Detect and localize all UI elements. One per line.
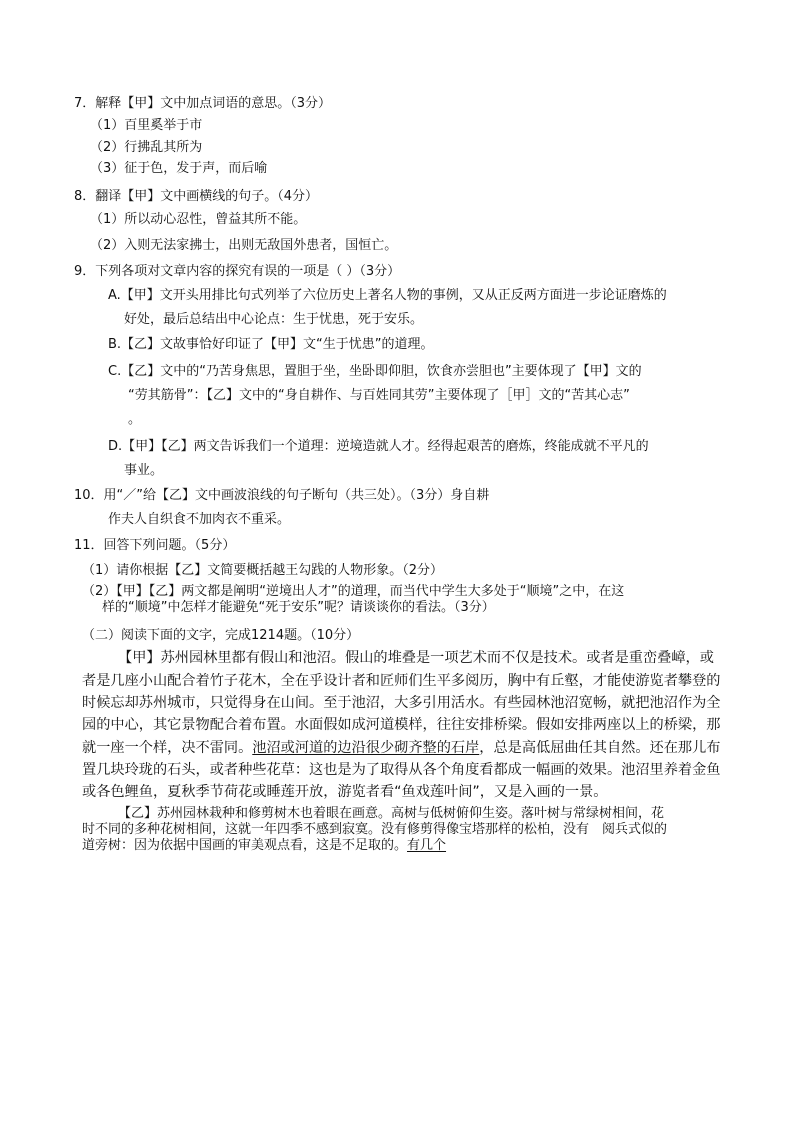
q10-line1: 10．用“／”给【乙】文中画波浪线的句子断句（共三处）。（3分）身自耕 — [74, 488, 490, 503]
q7-item-1: （1）百里奚举于市 — [90, 118, 203, 133]
passage-jia-line5-text: 就一座一个样，决不雷同。 — [82, 740, 253, 756]
passage-jia-line5 — [82, 739, 720, 757]
section2-title: （二）阅读下面的文字，完成1214题。（10分） — [82, 628, 360, 643]
q9-option-a-line1: A.【甲】文开头用排比句式列举了六位历史上著名人物的事例，又从正反两方面进一步论证磨炼的 — [108, 288, 667, 303]
q9-option-c-line2: “劳其筋骨”：【乙】文中的“身自耕作、与百姓同其劳”主要体现了［甲］文的“苦其心志” — [128, 388, 630, 403]
q7-title: 7．解释【甲】文中加点词语的意思。（3分） — [74, 96, 332, 111]
passage-jia-line1: 【甲】苏州园林里都有假山和池沼。假山的堆叠是一项艺术而不仅是技术。或者是重峦叠嶂，或 — [118, 650, 714, 666]
q11-item-2-line1: （2）【甲】【乙】两文都是阐明“逆境出人才”的道理，而当代中学生大多处于“顺境”之中，在这 — [82, 584, 625, 599]
passage-yi-line3-text: 道旁树：因为依据中国画的审美观点看，这是不足取的。 — [82, 838, 408, 853]
q11-title: 11．回答下列问题。（5分） — [74, 538, 236, 553]
q11-item-2-line2: 样的“顺境”中怎样才能避免“死于安乐”呢？请谈谈你的看法。（3分） — [102, 600, 495, 615]
passage-jia-line3: 时候忘却苏州城市，只觉得身在山间。至于池沼，大多引用活水。有些园林池沼宽畅，就把池沼作为全 — [82, 695, 721, 711]
passage-jia-line5-tail: ，总是高低屈曲任其自然。还在那儿布 — [479, 740, 721, 756]
passage-jia-line4: 园的中心，其它景物配合着布置。水面假如成河道模样，往往安排桥梁。假如安排两座以上的桥梁，那 — [82, 717, 721, 733]
passage-yi-line2: 时不同的多种花树相间，这就一年四季不感到寂寞。没有修剪得像宝塔那样的松柏，没有 阅兵式似的 — [82, 822, 668, 837]
passage-yi-line1: 【乙】苏州园林栽种和修剪树木也着眼在画意。高树与低树俯仰生姿。落叶树与常绿树相间，花 — [118, 806, 665, 821]
q10-line2: 作夫人自织食不加肉衣不重采。 — [108, 512, 291, 527]
underlined-sentence: 池沼或河道的边沿很少砌齐整的石岸 — [252, 740, 480, 756]
passage-jia-line2: 者是几座小山配合着竹子花木，全在乎设计者和匠师们生平多阅历，胸中有丘壑，才能使游览者攀登的 — [82, 673, 721, 689]
q11-item-1: （1）请你根据【乙】文简要概括越王勾践的人物形象。（2分） — [82, 563, 444, 578]
q7-item-2: （2）行拂乱其所为 — [90, 140, 203, 155]
q9-option-c-line1: C.【乙】文中的“乃苦身焦思，置胆于坐，坐卧即仰胆，饮食亦尝胆也”主要体现了【甲】文的 — [108, 364, 642, 379]
q9-option-d-line2: 事业。 — [124, 463, 164, 478]
passage-jia-line7: 或各色鲤鱼，夏秋季节荷花或睡莲开放，游览者看“鱼戏莲叶间”，又是入画的一景。 — [82, 784, 608, 800]
q9-option-a-line2: 好处，最后总结出中心论点：生于忧患，死于安乐。 — [124, 312, 424, 327]
q9-title: 9．下列各项对文章内容的探究有误的一项是（ ）（3分） — [74, 264, 401, 279]
passage-jia-line6: 置几块玲珑的石头，或者种些花草：这也是为了取得从各个角度看都成一幅画的效果。池沼里养着金鱼 — [82, 762, 721, 778]
q7-item-3: （3）征于色，发于声，而后喻 — [90, 161, 268, 176]
q9-option-b: B.【乙】文故事恰好印证了【甲】文“生于忧患”的道理。 — [108, 337, 434, 352]
q9-option-c-line3: 。 — [128, 412, 142, 427]
q8-item-1: （1）所以动心忍性，曾益其所不能。 — [90, 212, 307, 227]
underlined-phrase: 有几个 — [407, 838, 447, 853]
passage-yi-line3 — [82, 838, 446, 854]
q9-option-d-line1: D.【甲】【乙】两文告诉我们一个道理：逆境造就人才。经得起艰苦的磨炼，终能成就不平凡的 — [108, 439, 649, 454]
q8-item-2: （2）入则无法家拂士，出则无敌国外患者，国恒亡。 — [90, 238, 398, 253]
q8-title: 8．翻译【甲】文中画横线的句子。（4分） — [74, 189, 319, 204]
